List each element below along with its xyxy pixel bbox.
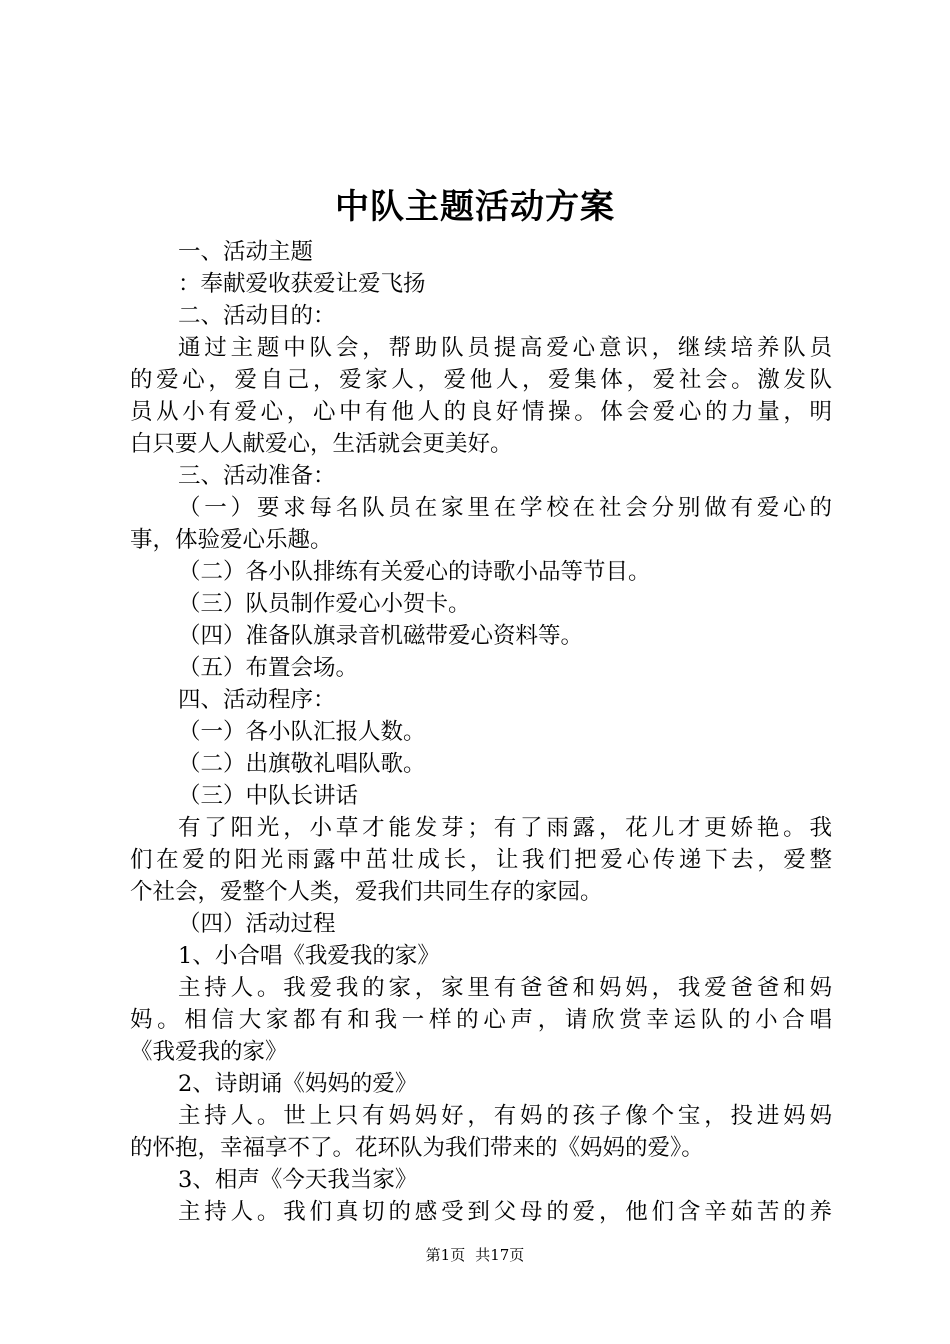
paragraph-line: 通过主题中队会，帮助队员提高爱心意识，继续培养队员 — [178, 335, 832, 361]
section-heading: 四、活动程序： — [178, 687, 336, 713]
program-item: 1、小合唱《我爱我的家》 — [178, 943, 440, 969]
list-item: （一）各小队汇报人数。 — [178, 719, 426, 745]
paragraph-line: 个社会，爱整个人类，爱我们共同生存的家园。 — [130, 879, 603, 905]
list-item: （二）各小队排练有关爱心的诗歌小品等节目。 — [178, 559, 651, 585]
paragraph-line: 有了阳光，小草才能发芽；有了雨露，花儿才更娇艳。我 — [178, 815, 832, 841]
document-title: 中队主题活动方案 — [335, 187, 615, 227]
page-number: 第1页 — [425, 1246, 466, 1264]
program-item: 2、诗朗诵《妈妈的爱》 — [178, 1071, 418, 1097]
page-total: 共17页 — [475, 1246, 525, 1264]
paragraph-line: 妈。相信大家都有和我一样的心声，请欣赏幸运队的小合唱 — [130, 1007, 832, 1033]
section-heading: 一、活动主题 — [178, 239, 314, 265]
program-item: 3、相声《今天我当家》 — [178, 1167, 418, 1193]
paragraph-line: 主持人。世上只有妈妈好，有妈的孩子像个宝，投进妈妈 — [178, 1103, 832, 1129]
list-item: （二）出旗敬礼唱队歌。 — [178, 751, 426, 777]
section-heading: 三、活动准备： — [178, 463, 336, 489]
paragraph-line: 员从小有爱心，心中有他人的良好情操。体会爱心的力量，明 — [130, 399, 832, 425]
list-item: （三）中队长讲话 — [178, 783, 359, 809]
paragraph-line: 《我爱我的家》 — [130, 1039, 288, 1065]
list-item: （四）准备队旗录音机磁带爱心资料等。 — [178, 623, 584, 649]
section-heading: 二、活动目的： — [178, 303, 336, 329]
paragraph-line: 的爱心，爱自己，爱家人，爱他人，爱集体，爱社会。激发队 — [130, 367, 832, 393]
paragraph-line: 事，体验爱心乐趣。 — [130, 527, 333, 553]
paragraph-line: 主持人。我们真切的感受到父母的爱，他们含辛茹苦的养 — [178, 1199, 832, 1225]
paragraph-line: 白只要人人献爱心，生活就会更美好。 — [130, 431, 513, 457]
paragraph-line: 主持人。我爱我的家，家里有爸爸和妈妈，我爱爸爸和妈 — [178, 975, 832, 1001]
list-item: （四）活动过程 — [178, 911, 336, 937]
paragraph-line: ：奉献爱收获爱让爱飞扬 — [178, 271, 426, 297]
document-body — [130, 236, 832, 1228]
paragraph-line: （一）要求每名队员在家里在学校在社会分别做有爱心的 — [178, 495, 832, 521]
list-item: （三）队员制作爱心小贺卡。 — [178, 591, 471, 617]
page-footer — [0, 1244, 950, 1266]
paragraph-line: 的怀抱，幸福享不了。花环队为我们带来的《妈妈的爱》。 — [130, 1135, 704, 1161]
list-item: （五）布置会场。 — [178, 655, 359, 681]
paragraph-line: 们在爱的阳光雨露中茁壮成长，让我们把爱心传递下去，爱整 — [130, 847, 832, 873]
